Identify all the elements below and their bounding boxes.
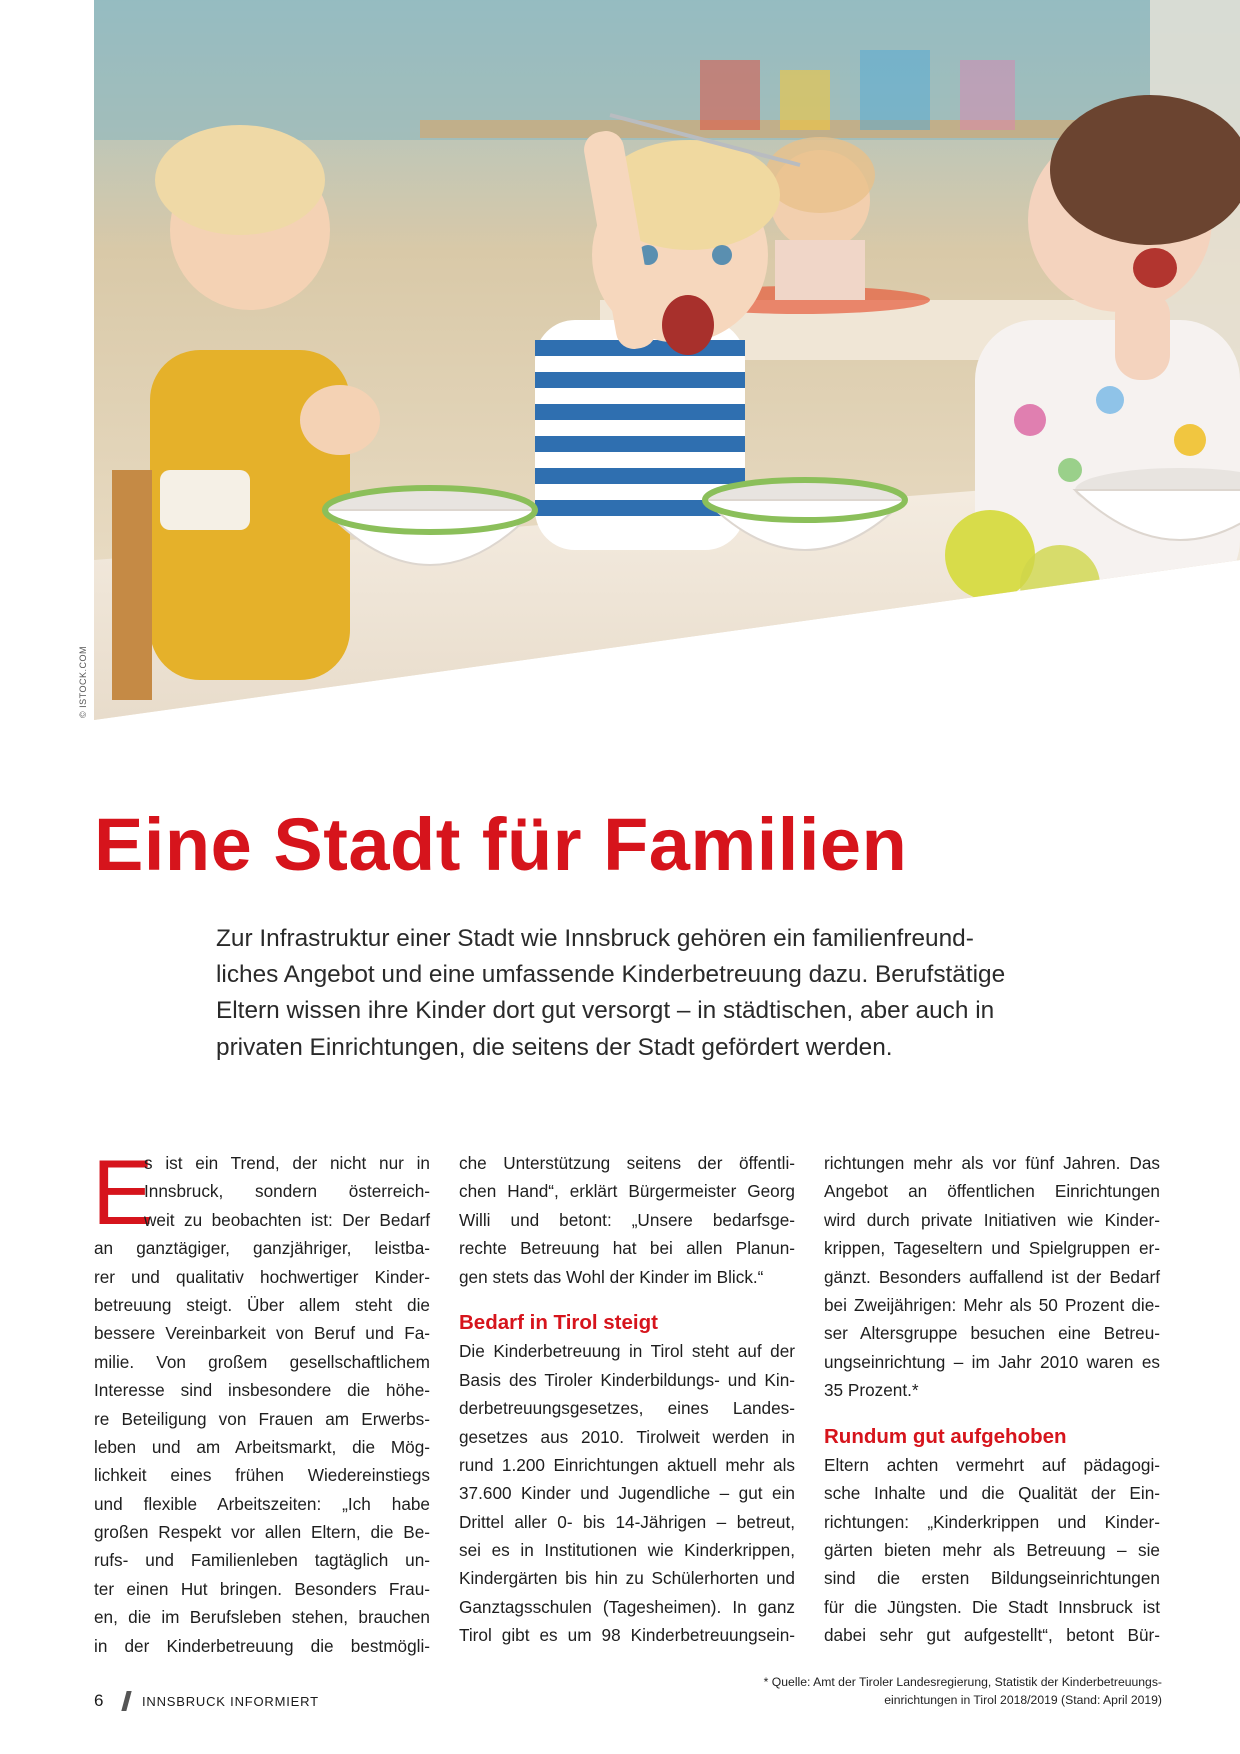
text-line: gärten bieten mehr als Betreuung – sie <box>824 1540 1160 1561</box>
text-line: bei Zweijährigen: Mehr als 50 Prozent die- <box>824 1294 1160 1315</box>
text-line: wird durch private Initiativen wie Kinder- <box>824 1209 1160 1230</box>
text-line: Angebot an öffentlichen Einrichtungen <box>824 1181 1160 1202</box>
section-heading: Rundum gut aufgehoben <box>824 1424 1067 1448</box>
text-line: milie. Von großem gesellschaftlichem <box>94 1351 430 1372</box>
text-line: derbetreuungsgesetzes, eines Landes- <box>459 1398 795 1419</box>
text-line: und flexible Arbeitszeiten: „Ich habe <box>94 1493 430 1514</box>
source-footnote <box>682 1673 1162 1709</box>
footer-slash-divider <box>121 1691 131 1711</box>
text-line: rufs- und Familienleben tagtäglich un- <box>94 1550 430 1571</box>
page-number: 6 <box>94 1691 104 1710</box>
text-line: Die Kinderbetreuung in Tirol steht auf der <box>459 1341 795 1362</box>
hero-photo <box>0 0 1240 720</box>
text-line: krippen, Tageseltern und Spielgruppen er- <box>824 1238 1160 1259</box>
photo-credit: © ISTOCK.COM <box>78 646 88 718</box>
text-line: ser Altersgruppe besuchen eine Betreu- <box>824 1323 1160 1344</box>
text-line: betreuung steigt. Über allem steht die <box>94 1294 430 1315</box>
lead-line: liches Angebot und eine umfassende Kinderbetreuung dazu. Berufstätige <box>216 961 1006 989</box>
text-line: rechte Betreuung hat bei allen Planun- <box>459 1238 795 1259</box>
text-line: gen stets das Wohl der Kinder im Blick.“ <box>459 1266 764 1287</box>
text-line: Kindergärten bis hin zu Schülerhorten und <box>459 1568 795 1589</box>
text-line: ungseinrichtung – im Jahr 2010 waren es <box>824 1351 1160 1372</box>
text-line: weit zu beobachten ist: Der Bedarf <box>144 1209 430 1230</box>
article-column-3 <box>824 1149 1160 1650</box>
article-column-1 <box>92 1142 430 1660</box>
text-line: s ist ein Trend, der nicht nur in <box>144 1153 430 1173</box>
text-line: leben und am Arbeitsmarkt, die Mög- <box>94 1436 430 1457</box>
text-line: bessere Vereinbarkeit von Beruf und Fa- <box>94 1323 430 1344</box>
text-line: Drittel aller 0- bis 14-Jährigen – betreut, <box>459 1511 795 1532</box>
lead-line: privaten Einrichtungen, die seitens der Stadt gefördert werden. <box>216 1033 893 1061</box>
text-line: re Beteiligung von Frauen am Erwerbs- <box>94 1408 430 1429</box>
page-title: Eine Stadt für Familien <box>94 803 908 886</box>
text-line: che Unterstützung seitens der öffentli- <box>459 1153 795 1173</box>
text-line: dabei sehr gut aufgestellt“, betont Bür- <box>824 1625 1160 1646</box>
text-line: für die Jüngsten. Die Stadt Innsbruck ist <box>824 1596 1160 1617</box>
text-line: gesetzes aus 2010. Tirolweit werden in <box>459 1426 795 1447</box>
text-line: lichkeit eines frühen Wiedereinstiegs <box>94 1465 430 1486</box>
text-line: en, die im Berufsleben stehen, brauchen <box>94 1607 430 1628</box>
text-line: großen Respekt vor allen Eltern, die Be- <box>94 1522 430 1543</box>
text-line: Ganztagsschulen (Tagesheimen). In ganz <box>459 1596 795 1617</box>
lead-line: Eltern wissen ihre Kinder dort gut versorgt – in städtischen, aber auch in <box>216 997 995 1025</box>
section-heading: Bedarf in Tirol steigt <box>459 1310 658 1334</box>
text-line: chen Hand“, erklärt Bürgermeister Georg <box>459 1181 795 1202</box>
text-line: Tirol gibt es um 98 Kinderbetreuungsein- <box>459 1625 795 1646</box>
text-line: sei es in Institutionen wie Kinderkrippen, <box>459 1540 795 1561</box>
hero-photo-illustration <box>0 0 1240 720</box>
text-line: an ganztägiger, ganzjähriger, leistba- <box>94 1238 430 1259</box>
text-line: Interesse sind insbesondere die höhe- <box>94 1380 430 1401</box>
publication-name: INNSBRUCK INFORMIERT <box>142 1694 319 1709</box>
text-line: sche Inhalte und die Qualität der Ein- <box>824 1483 1160 1504</box>
text-line: richtungen: „Kinderkrippen und Kinder- <box>824 1511 1160 1532</box>
text-line: 37.600 Kinder und Jugendliche – gut ein <box>459 1483 795 1504</box>
article-column-2 <box>459 1149 795 1650</box>
text-line: ter einen Hut bringen. Besonders Frau- <box>94 1578 430 1599</box>
dropcap-letter: E <box>92 1142 154 1244</box>
lead-paragraph <box>216 921 1036 1066</box>
text-line: Willi und betont: „Unsere bedarfsge- <box>459 1209 795 1230</box>
text-line: gänzt. Besonders auffallend ist der Bedarf <box>824 1266 1160 1287</box>
text-line: Basis des Tiroler Kinderbildungs- und Kin- <box>459 1369 795 1390</box>
text-line: sind die ersten Bildungseinrichtungen <box>824 1568 1160 1589</box>
text-line: Eltern achten vermehrt auf pädagogi- <box>824 1454 1160 1475</box>
footnote-line: einrichtungen in Tirol 2018/2019 (Stand: April 2019) <box>884 1693 1162 1707</box>
text-line: Innsbruck, sondern österreich- <box>144 1181 430 1202</box>
text-line: rund 1.200 Einrichtungen aktuell mehr als <box>459 1454 795 1475</box>
text-line: in der Kinderbetreuung die bestmögli- <box>94 1635 430 1656</box>
text-line: 35 Prozent.* <box>824 1380 919 1401</box>
footnote-line: * Quelle: Amt der Tiroler Landesregierung, Statistik der Kinderbetreuungs- <box>763 1675 1162 1689</box>
lead-line: Zur Infrastruktur einer Stadt wie Innsbruck gehören ein familienfreund- <box>216 925 974 952</box>
text-line: rer und qualitativ hochwertiger Kinder- <box>94 1266 430 1287</box>
text-line: richtungen mehr als vor fünf Jahren. Das <box>824 1153 1160 1173</box>
